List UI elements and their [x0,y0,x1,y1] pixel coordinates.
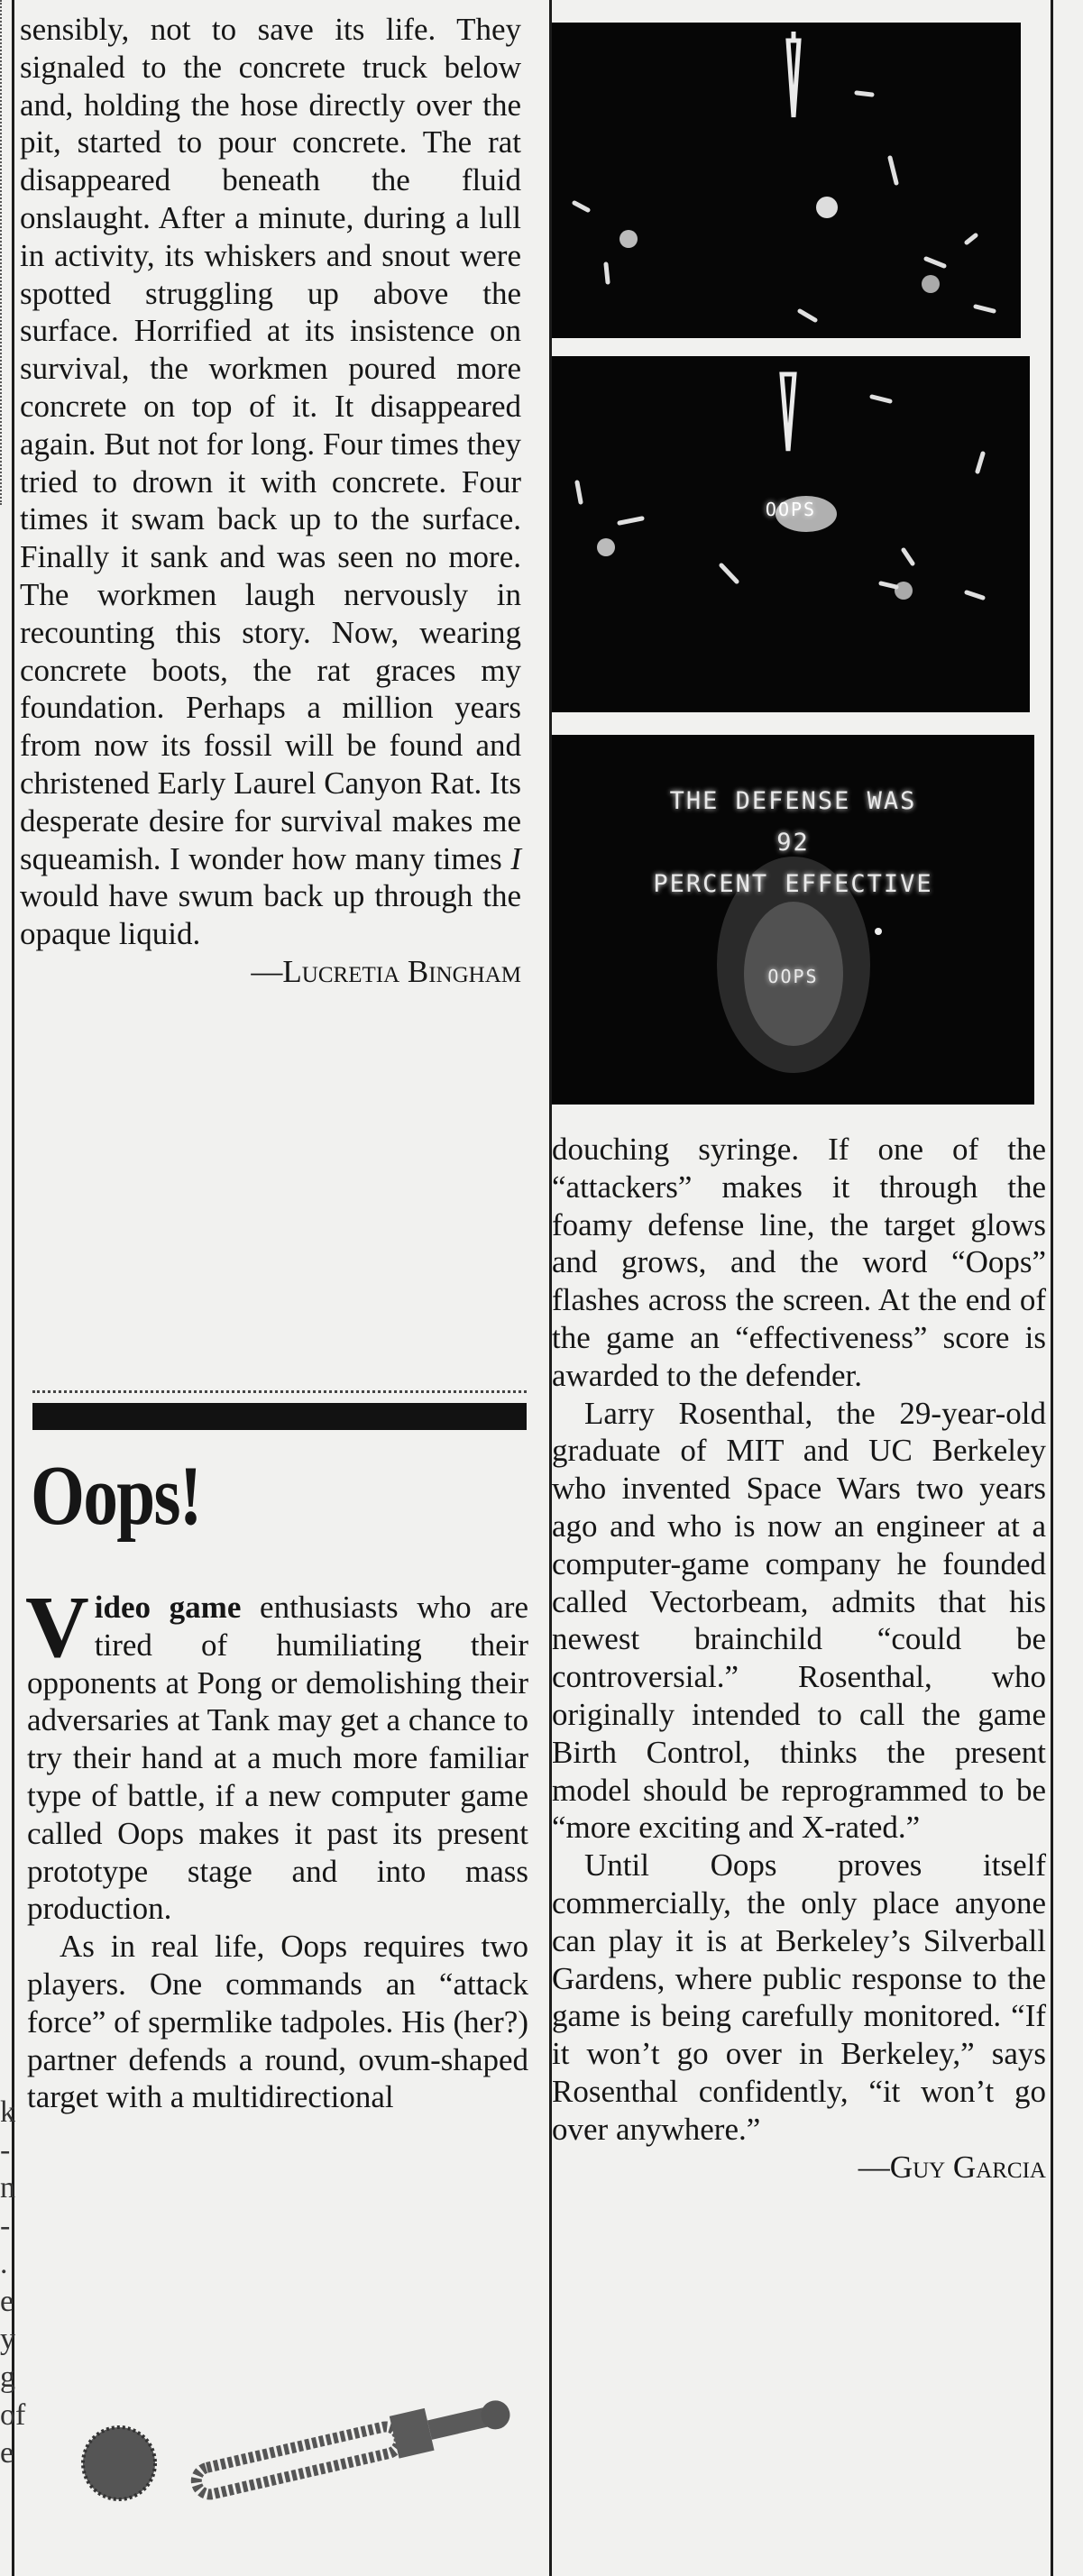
syringe-drawing [192,2389,515,2504]
lead-bold: ideo game [94,1590,242,1625]
defense-line-1: THE DEFENSE WAS [669,787,917,815]
game-screenshot-1 [552,23,1021,338]
margin-fragment: . [0,2247,8,2280]
margin-fragment: k [0,2095,15,2129]
oops-flash-text: OOPS [765,499,817,520]
tadpole-sprites [577,397,983,598]
column-rule-right [1051,0,1053,2576]
rat-story-paragraph [20,11,521,953]
article-byline: —Guy Garcia [858,2149,1046,2185]
rat-story-byline: —Lucretia Bingham [251,953,521,989]
margin-fragment: y [0,2323,15,2356]
article-para-3: douching syringe. If one of the “attackers” makes it through the foamy defense line, the target glows and grows, and the word “Oops” flashes across the screen. At the end of the game an “effectiveness” score is awarded to the defender. [552,1132,1046,1393]
margin-fragment: - [0,2209,11,2242]
game-screen-2-drawing [552,356,1030,712]
edge-dotted-rule [0,0,7,505]
rat-story-body: sensibly, not to save its life. They signaled to the concrete truck below and, holding the hose directly over the pit, started to pour concrete. The rat disappeared beneath the fluid onslaught. After a minute, during a lull in activity, its whiskers and snout were spotted struggling up above the surface. Horrified at its insistence on survival, the workmen poured more concrete on top of it. It disappeared again. But not for long. Four times they tried to drown it with concrete. Four times it swam back up to the surface. Finally it sank and was seen no more. The workmen laugh nervously in recounting this story. Now, wearing concrete boots, the rat graces my foundation. Perhaps a million years from now its fossil will be found and christened Early Laurel Canyon Rat. Its desperate desire for survival makes me squeamish. I wonder how many times [20,12,521,876]
game-screenshot-2 [552,356,1030,712]
article-headline: Oops! [31,1449,201,1543]
ovum-drawing [83,2427,155,2499]
oops-score-text: OOPS [767,966,819,987]
article-para-1 [25,1579,528,1928]
margin-fragment: n [0,2171,15,2205]
margin-fragment: g [0,2361,15,2394]
syringe-illustration [72,2326,541,2507]
drop-cap: V [25,1579,89,1676]
margin-fragment: - [0,2133,11,2167]
game-screen-1-drawing [552,23,1021,338]
margin-fragment: of [0,2398,26,2432]
margin-fragment: e [0,2436,14,2470]
target-ovum [816,197,838,218]
defense-score: 92 [776,829,810,857]
syringe-sprite [788,32,799,117]
game-screenshot-3 [552,735,1034,1105]
syringe-sprite [782,374,794,451]
defense-line-2: PERCENT EFFECTIVE [653,870,933,898]
article-right-column [552,1131,1046,2186]
rat-story-italic: I [510,840,521,876]
para1-text: enthusiasts who are tired of humiliating their opponents at Pong or demolishing their adversaries at Tank may get a chance to try their hand at a much more familiar type of battle, if a new computer game called Oops makes it past its present prototype stage and into mass production. [27,1590,528,1927]
article-left-column [25,1579,528,2116]
rat-story-end: would have swum back up through the opaque liquid. [20,878,521,952]
rat-story-text [20,11,521,991]
section-bar [32,1403,527,1430]
article-para-4: Larry Rosenthal, the 29-year-old graduate of MIT and UC Berkeley who invented Space Wars two years ago and who is now an engineer at a computer-game company he founded called Vectorbeam, admits that his newest brainchild “could be controversial.” Rosenthal, who originally intended to call the game Birth Control, thinks the present model should be reprogrammed to be “more exciting and X-rated.” [552,1395,1046,1846]
section-dotted-rule [32,1390,527,1393]
article-para-2: As in real life, Oops requires two players. One commands an “attack force” of spermlike tadpoles. His (her?) partner defends a round, ovum-shaped target with a multidirectional [27,1929,528,2115]
margin-fragment: e [0,2285,14,2318]
article-para-5: Until Oops proves itself commercially, the only place anyone can play it is at Berkeley’s Silverball Gardens, where public response to the game is being carefully monitored. “If it won’t go over in Berkeley,” says Rosenthal confidently, “it won’t go over anywhere.” [552,1847,1046,2147]
